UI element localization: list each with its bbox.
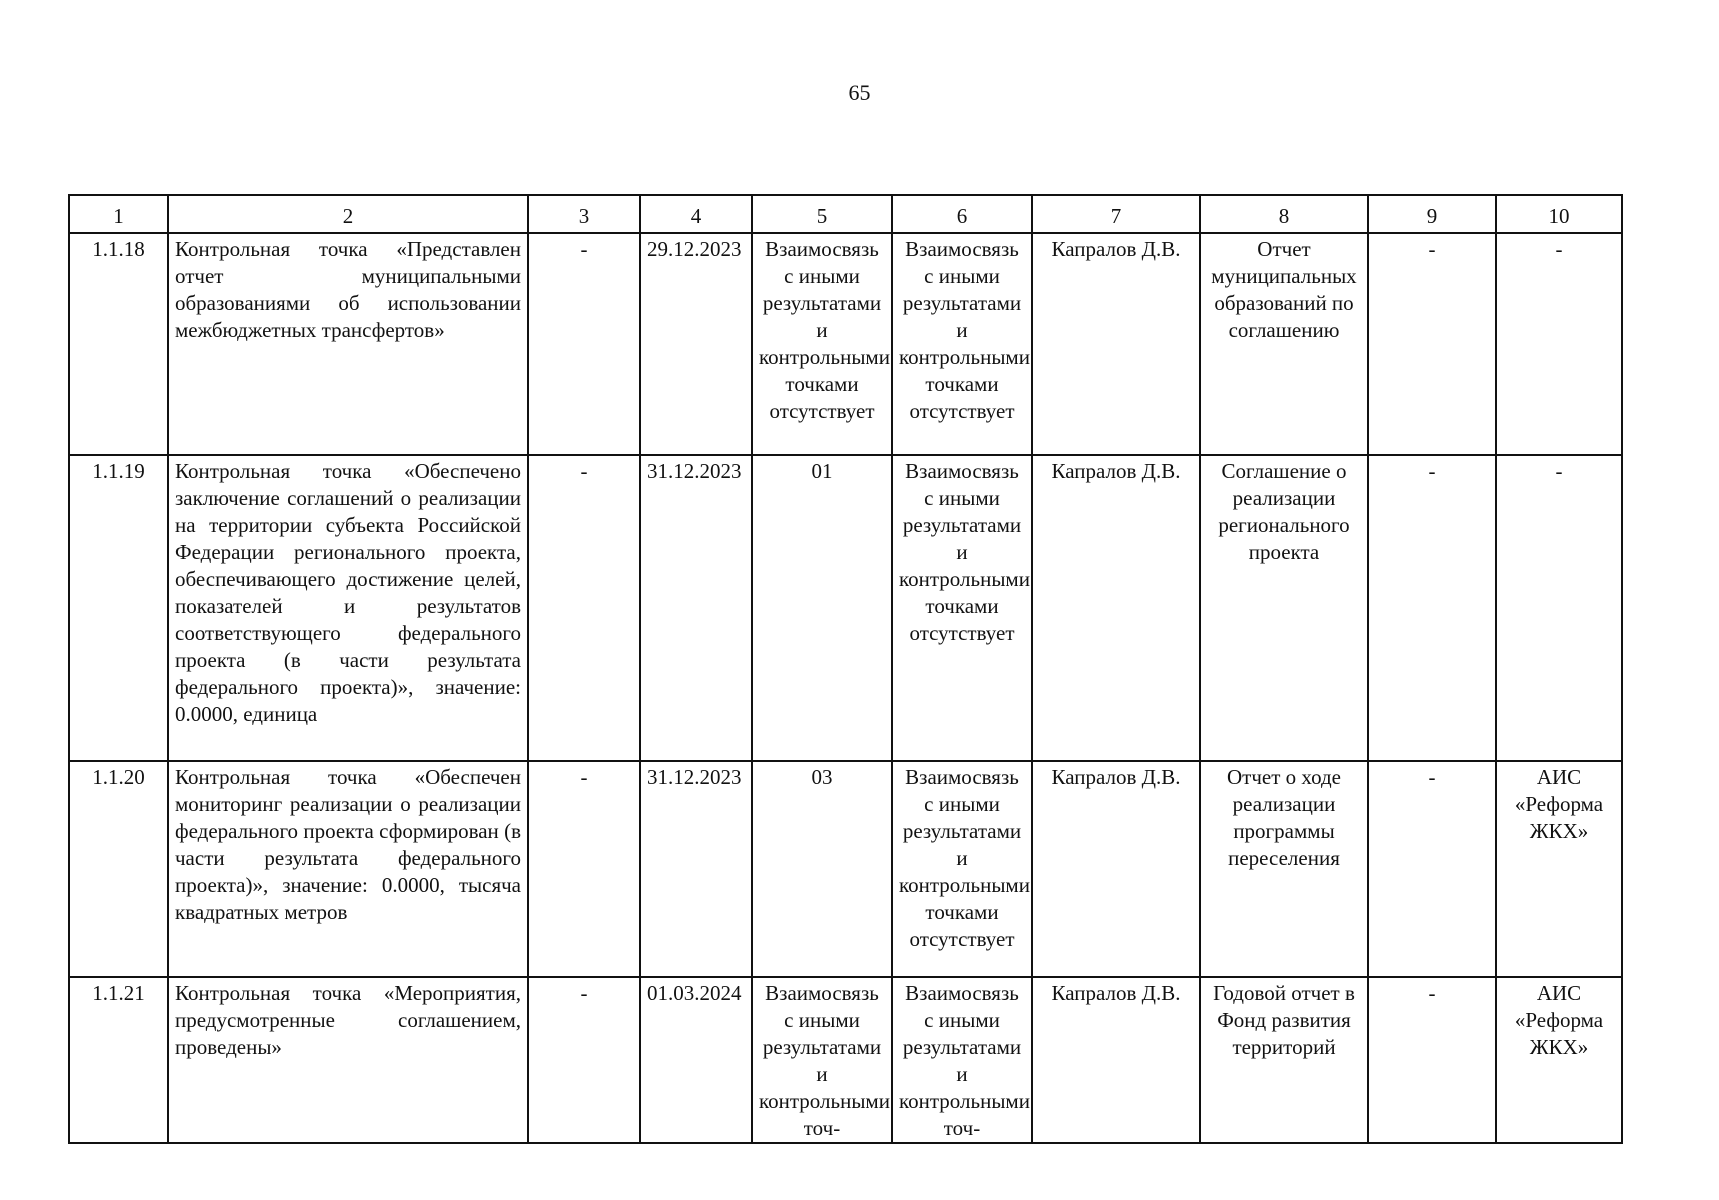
column-header: 1 — [69, 195, 168, 233]
page-number: 65 — [848, 80, 871, 105]
confirming-document: Отчет муниципальных образований по соглашению — [1200, 233, 1368, 455]
table-row — [69, 977, 1622, 1143]
control-points-table — [68, 194, 1623, 1144]
relation-cell: Взаимосвязь с иными результатами и контрольными точками отсутствует — [892, 761, 1032, 977]
column-header: 3 — [528, 195, 640, 233]
confirming-document: Отчет о ходе реализации программы переселения — [1200, 761, 1368, 977]
control-point-description: Контрольная точка «Представлен отчет муниципальными образованиями об использовании межбюджетных трансфертов» — [168, 233, 528, 455]
table-row — [69, 455, 1622, 761]
responsible-person: Капралов Д.В. — [1032, 455, 1200, 761]
due-date: 29.12.2023 — [640, 233, 752, 455]
column-header: 4 — [640, 195, 752, 233]
relation-cell: Взаимосвязь с иными результатами и контрольными точками отсутствует — [892, 233, 1032, 455]
control-point-description: Контрольная точка «Мероприятия, предусмотренные соглашением, проведены» — [168, 977, 528, 1143]
relation-cell: Взаимосвязь с иными результатами и контрольными точ- — [752, 977, 892, 1143]
table-row — [69, 761, 1622, 977]
due-date: 31.12.2023 — [640, 761, 752, 977]
column-header: 8 — [1200, 195, 1368, 233]
relation-cell: Взаимосвязь с иными результатами и контрольными точ- — [892, 977, 1032, 1143]
column-header: 7 — [1032, 195, 1200, 233]
cell-col9: - — [1368, 977, 1496, 1143]
relation-cell: 03 — [752, 761, 892, 977]
cell-col9: - — [1368, 455, 1496, 761]
responsible-person: Капралов Д.В. — [1032, 761, 1200, 977]
column-header: 6 — [892, 195, 1032, 233]
cell-col3: - — [528, 977, 640, 1143]
cell-col3: - — [528, 761, 640, 977]
confirming-document: Соглашение о реализации регионального проекта — [1200, 455, 1368, 761]
column-header: 2 — [168, 195, 528, 233]
header-row — [69, 195, 1622, 233]
information-system: АИС «Реформа ЖКХ» — [1496, 761, 1622, 977]
row-number: 1.1.19 — [69, 455, 168, 761]
responsible-person: Капралов Д.В. — [1032, 977, 1200, 1143]
confirming-document: Годовой отчет в Фонд развития территорий — [1200, 977, 1368, 1143]
cell-col3: - — [528, 233, 640, 455]
column-header: 5 — [752, 195, 892, 233]
responsible-person: Капралов Д.В. — [1032, 233, 1200, 455]
information-system: - — [1496, 455, 1622, 761]
due-date: 01.03.2024 — [640, 977, 752, 1143]
row-number: 1.1.18 — [69, 233, 168, 455]
table-row — [69, 233, 1622, 455]
information-system: АИС «Реформа ЖКХ» — [1496, 977, 1622, 1143]
cell-col3: - — [528, 455, 640, 761]
cell-col9: - — [1368, 761, 1496, 977]
row-number: 1.1.21 — [69, 977, 168, 1143]
column-header: 10 — [1496, 195, 1622, 233]
relation-cell: Взаимосвязь с иными результатами и контрольными точками отсутствует — [752, 233, 892, 455]
cell-col9: - — [1368, 233, 1496, 455]
due-date: 31.12.2023 — [640, 455, 752, 761]
relation-cell: 01 — [752, 455, 892, 761]
information-system: - — [1496, 233, 1622, 455]
control-point-description: Контрольная точка «Обеспечен мониторинг реализации о реализации федерального проекта сформирован (в части результата федерального проекта)», значение: 0.0000, тысяча квадратных метров — [168, 761, 528, 977]
control-point-description: Контрольная точка «Обеспечено заключение соглашений о реализации на территории субъекта Российской Федерации регионального проекта, обеспечивающего достижение целей, показателей и результатов соответствующего федерального проекта (в части результата федерального проекта)», значение: 0.0000, единица — [168, 455, 528, 761]
row-number: 1.1.20 — [69, 761, 168, 977]
column-header: 9 — [1368, 195, 1496, 233]
relation-cell: Взаимосвязь с иными результатами и контрольными точками отсутствует — [892, 455, 1032, 761]
